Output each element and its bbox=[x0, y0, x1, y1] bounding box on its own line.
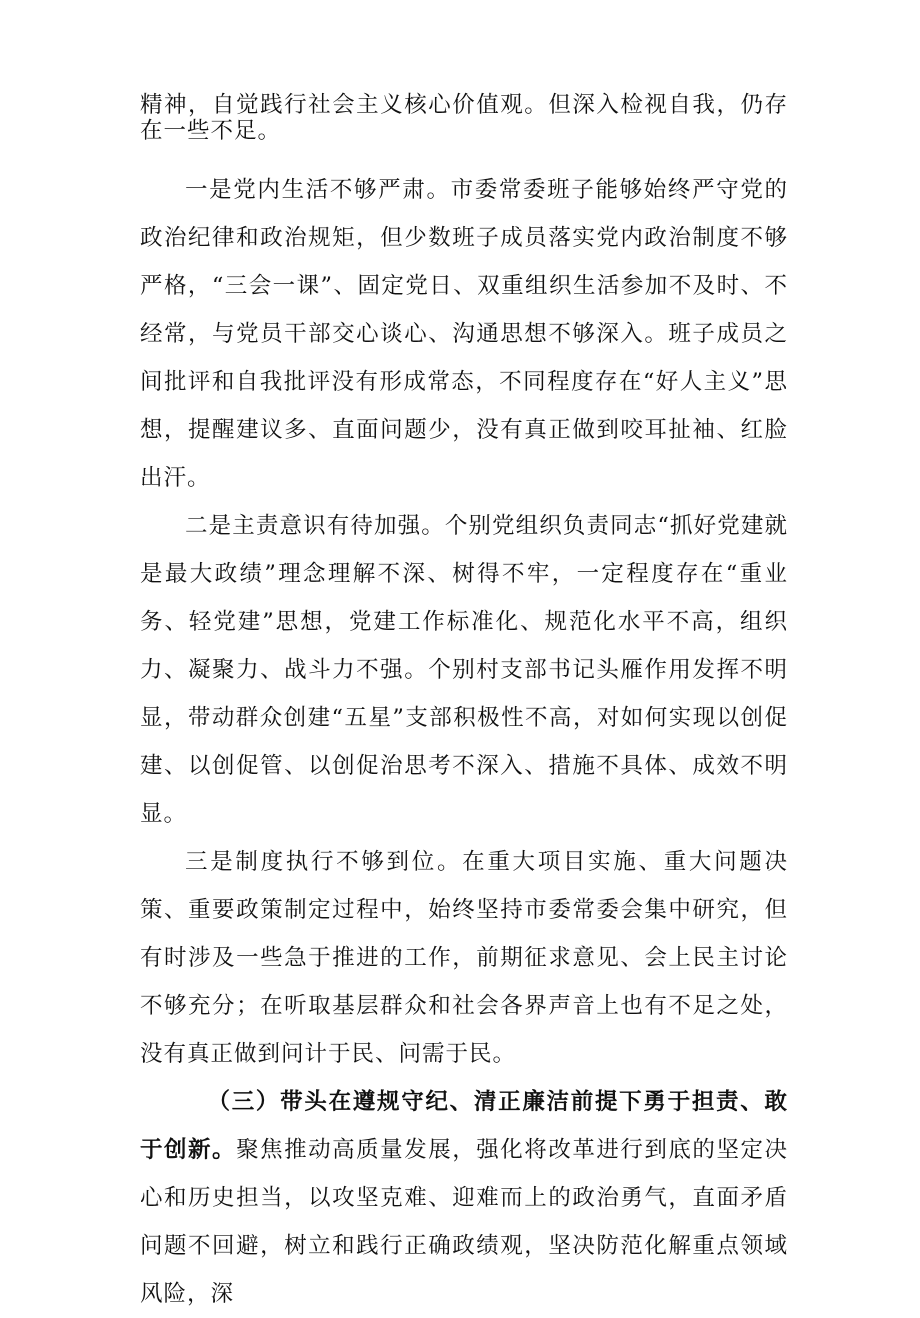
paragraph-continuation bbox=[140, 92, 788, 144]
paragraph-party-life bbox=[140, 166, 788, 502]
paragraph-text: 三是制度执行不够到位。在重大项目实施、重大问题决策、重要政策制定过程中，始终坚持市委常委会集中研究，但有时涉及一些急于推进的工作，前期征求意见、会上民主讨论不够充分；在听取基层群众和社会各界声音上也有不足之处，没有真正做到问计于民、问需于民。 bbox=[140, 849, 788, 1067]
section-heading: （三）带头在遵规守纪、清正廉洁前提下勇于担责、敢于创新。 bbox=[140, 1089, 788, 1163]
paragraph-responsibility bbox=[140, 502, 788, 838]
document-page bbox=[140, 92, 788, 1318]
paragraph-text: 聚焦推动高质量发展，强化将改革进行到底的坚定决心和历史担当，以攻坚克难、迎难而上的政治勇气，直面矛盾问题不回避，树立和践行正确政绩观，坚决防范化解重点领域风险，深 bbox=[140, 1137, 788, 1307]
paragraph-section-three bbox=[140, 1078, 788, 1318]
paragraph-text: 精神，自觉践行社会主义核心价值观。但深入检视自我，仍存在一些不足。 bbox=[140, 92, 788, 144]
paragraph-text: 二是主责意识有待加强。个别党组织负责同志“抓好党建就是最大政绩”理念理解不深、树得不牢，一定程度存在“重业务、轻党建”思想，党建工作标准化、规范化水平不高，组织力、凝聚力、战斗力不强。个别村支部书记头雁作用发挥不明显，带动群众创建“五星”支部积极性不高，对如何实现以创促建、以创促管、以创促治思考不深入、措施不具体、成效不明显。 bbox=[140, 513, 788, 827]
paragraph-system-execution bbox=[140, 838, 788, 1078]
paragraph-text: 一是党内生活不够严肃。市委常委班子能够始终严守党的政治纪律和政治规矩，但少数班子成员落实党内政治制度不够严格，“三会一课”、固定党日、双重组织生活参加不及时、不经常，与党员干部交心谈心、沟通思想不够深入。班子成员之间批评和自我批评没有形成常态，不同程度存在“好人主义”思想，提醒建议多、直面问题少，没有真正做到咬耳扯袖、红脸出汗。 bbox=[140, 177, 788, 491]
